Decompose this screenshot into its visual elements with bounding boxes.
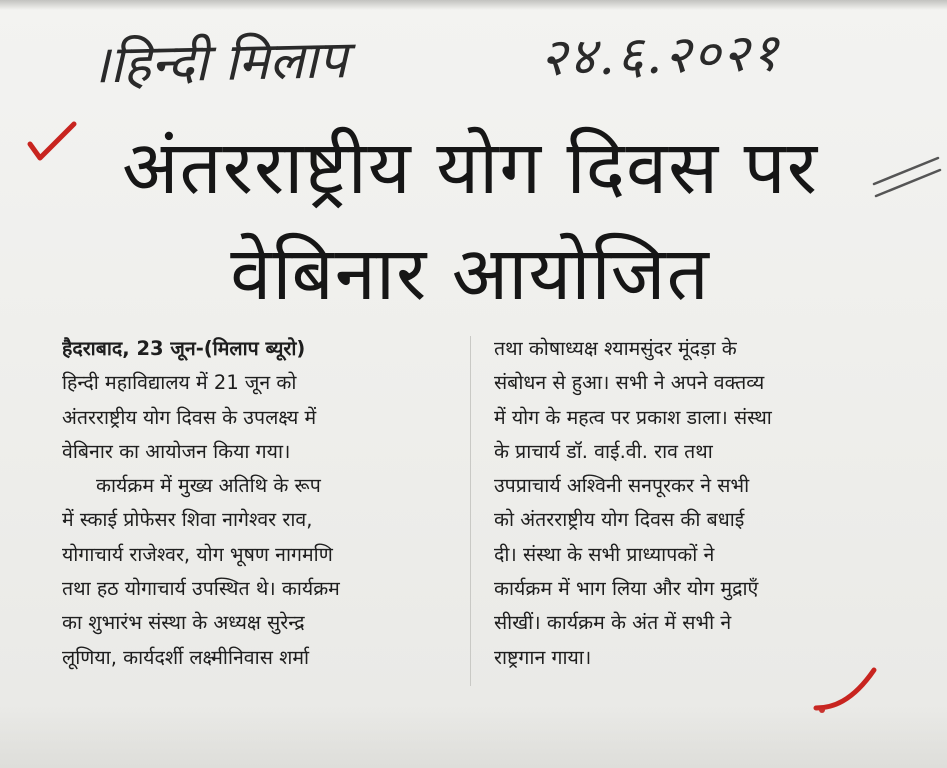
article-line: वेबिनार का आयोजन किया गया। (62, 439, 291, 463)
headline-line-1: अंतरराष्ट्रीय योग दिवस पर (122, 125, 818, 211)
article-line: लूणिया, कार्यदर्शी लक्ष्मीनिवास शर्मा (62, 645, 310, 669)
headline-line-2: वेबिनार आयोजित (230, 231, 710, 317)
clipping-bottom-edge (0, 706, 947, 768)
article-line: तथा हठ योगाचार्य उपस्थित थे। कार्यक्रम (62, 577, 340, 601)
article-line: हिन्दी महाविद्यालय में 21 जून को (62, 371, 297, 395)
article-line: कार्यक्रम में भाग लिया और योग मुद्राएँ (494, 577, 759, 601)
article-line: में स्काई प्रोफेसर शिवा नागेश्वर राव, (62, 508, 313, 532)
article-line: राष्ट्रगान गाया। (494, 645, 592, 669)
article-line: को अंतरराष्ट्रीय योग दिवस की बधाई (494, 508, 745, 532)
article-line: उपप्राचार्य अश्विनी सनपूरकर ने सभी (494, 474, 750, 498)
article-line: संबोधन से हुआ। सभी ने अपने वक्तव्य (494, 371, 765, 395)
article-line: अंतरराष्ट्रीय योग दिवस के उपलक्ष्य में (62, 405, 317, 429)
article-line: कार्यक्रम में मुख्य अतिथि के रूप (96, 474, 321, 498)
handwritten-date: २४.६.२०२१ (539, 23, 781, 89)
article-line: तथा कोषाध्यक्ष श्यामसुंदर मूंदड़ा के (494, 337, 737, 360)
article-headline (40, 115, 900, 327)
article-line: योगाचार्य राजेश्वर, योग भूषण नागमणि (62, 542, 333, 566)
article-line: सीखीं। कार्यक्रम के अंत में सभी ने (494, 611, 732, 635)
article-line: का शुभारंभ संस्था के अध्यक्ष सुरेन्द्र (62, 611, 305, 635)
handwritten-newspaper-name: ।हिन्दी मिलाप (89, 30, 348, 96)
column-divider (470, 336, 471, 686)
article-column-left (62, 332, 454, 675)
article-line: में योग के महत्व पर प्रकाश डाला। संस्था (494, 405, 772, 429)
article-column-right (494, 332, 897, 675)
article-line: दी। संस्था के सभी प्राध्यापकों ने (494, 542, 715, 566)
article-line: के प्राचार्य डॉ. वाई.वी. राव तथा (494, 439, 713, 463)
article-dateline: हैदराबाद, 23 जून-(मिलाप ब्यूरो) (62, 337, 306, 360)
handwritten-source-label (69, 6, 831, 110)
